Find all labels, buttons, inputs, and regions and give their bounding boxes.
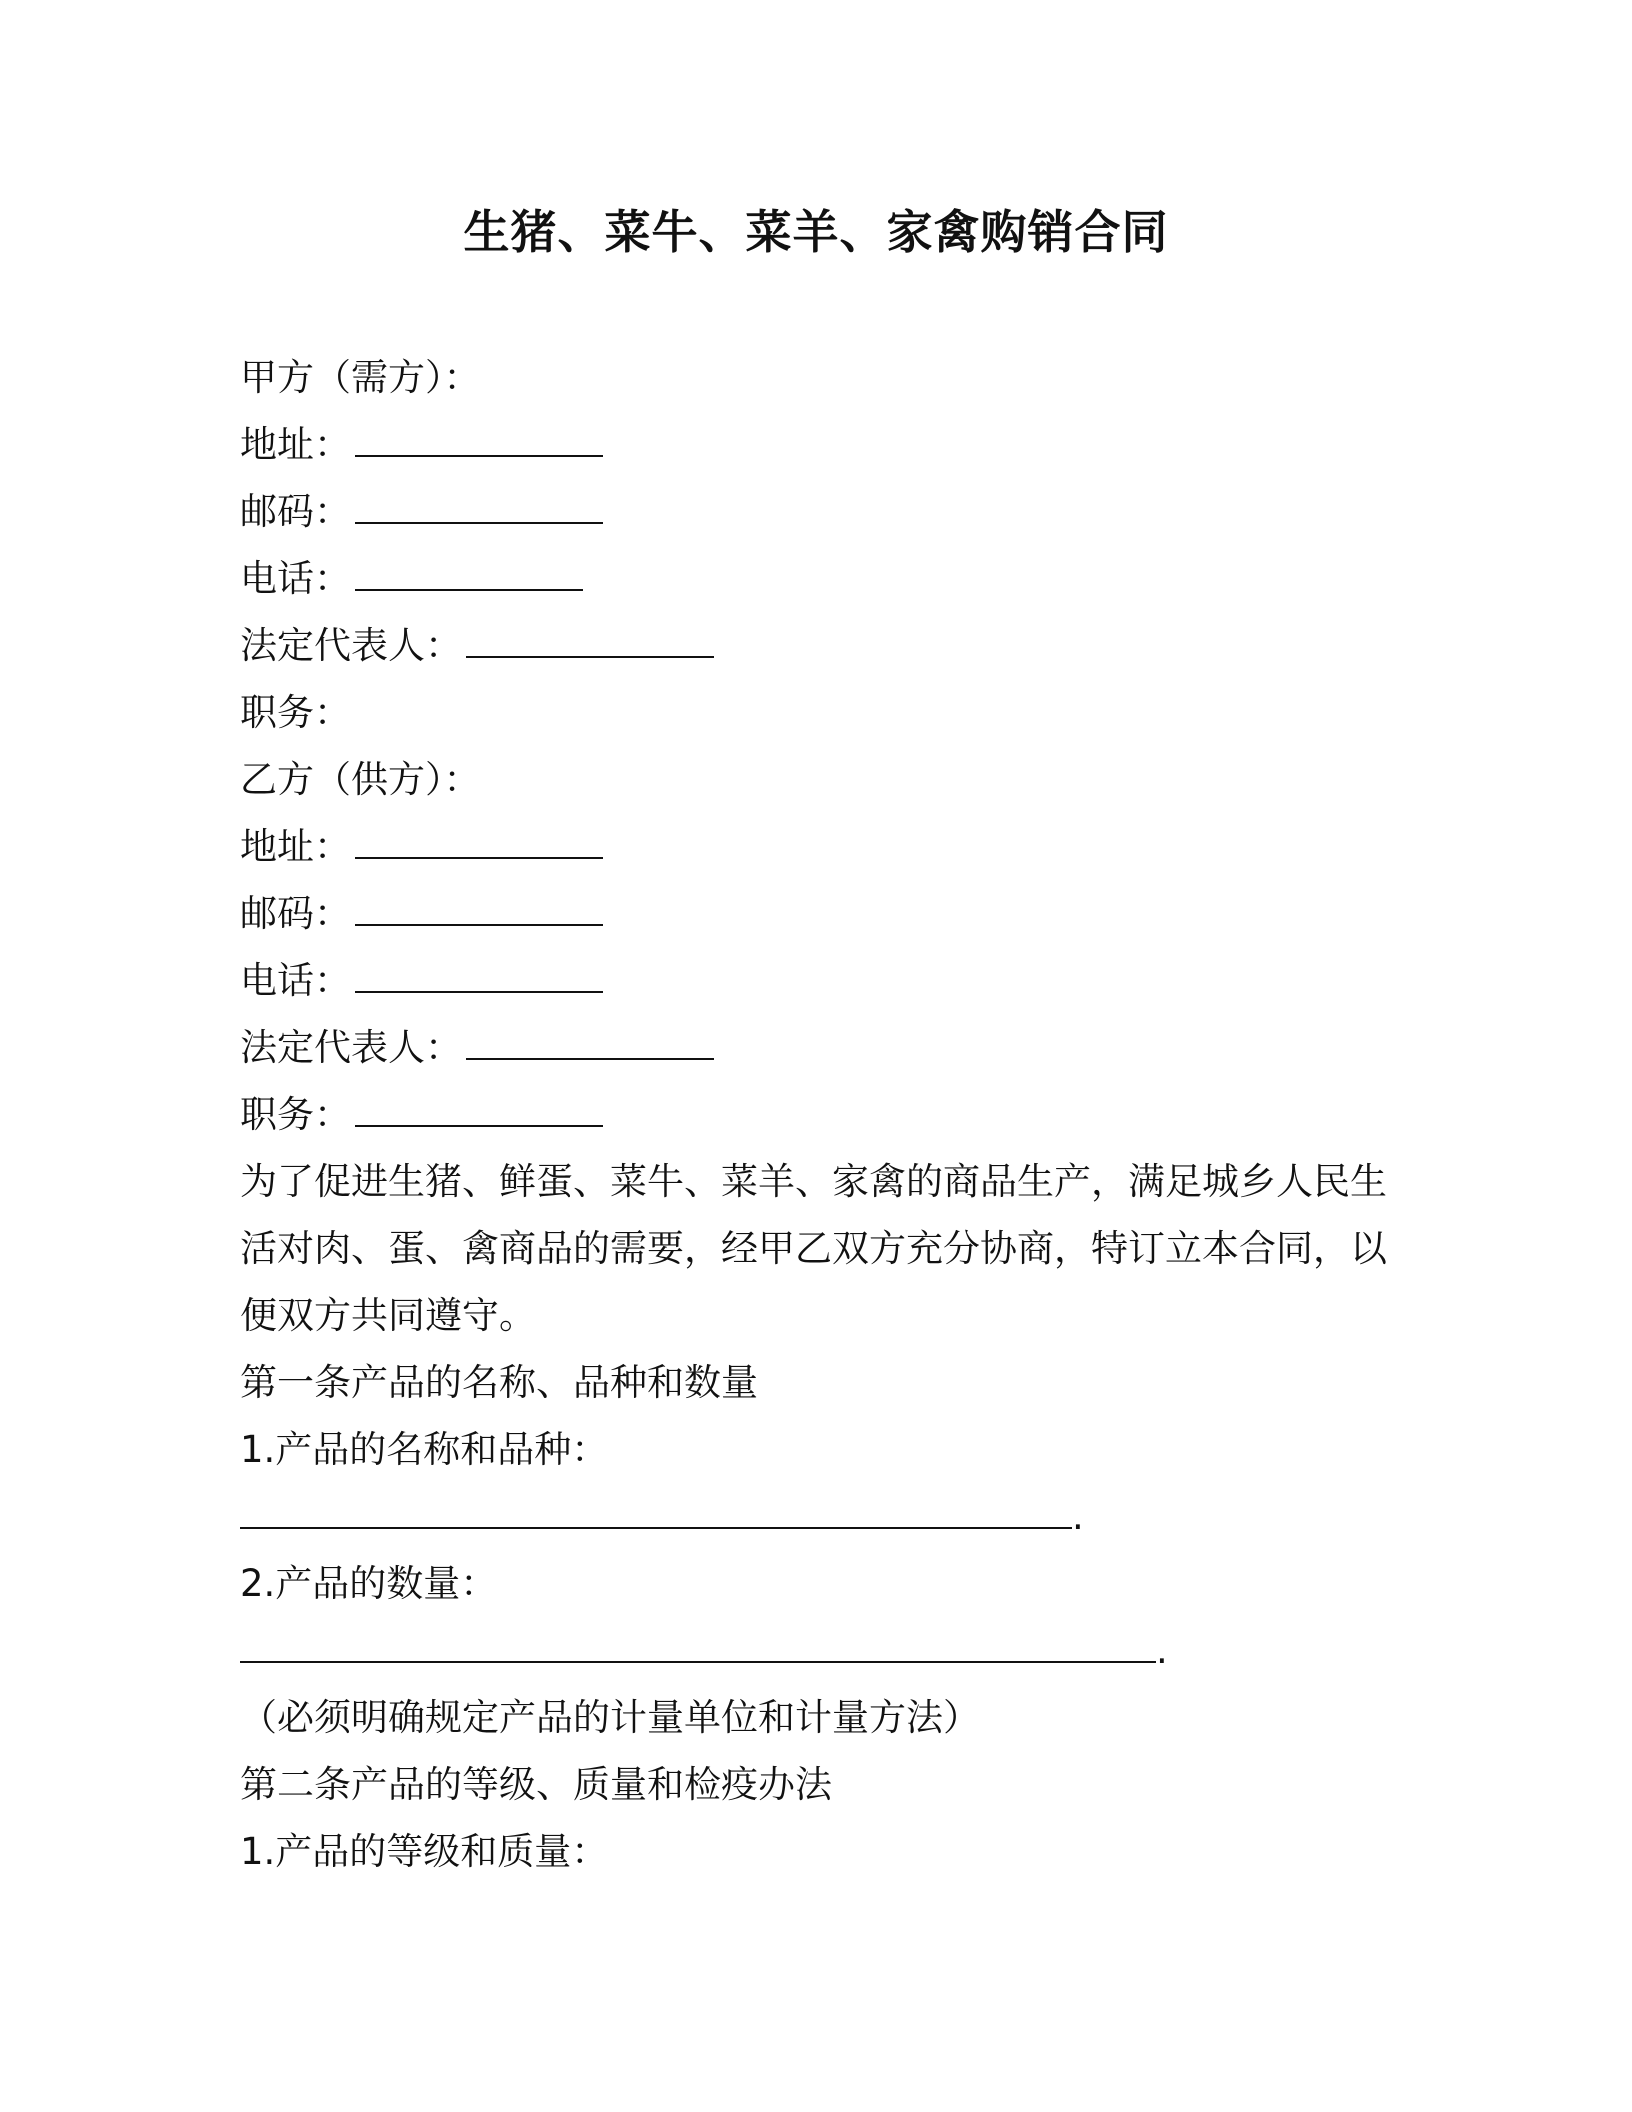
party-b-legal-rep-row xyxy=(240,1014,1400,1081)
party-b-address-field[interactable] xyxy=(355,829,603,859)
party-b-legal-rep-field[interactable] xyxy=(466,1030,714,1060)
article-2-heading: 第二条产品的等级、质量和检疫办法 xyxy=(240,1763,832,1806)
party-a-phone-row xyxy=(240,545,1400,612)
party-b-zip-row xyxy=(240,880,1400,947)
article-2-item-1: 1.产品的等级和质量： xyxy=(240,1830,609,1873)
party-a-address-label: 地址： xyxy=(240,423,351,466)
product-quantity-field[interactable] xyxy=(240,1633,1156,1663)
party-b-zip-label: 邮码： xyxy=(240,892,351,935)
party-a-legal-rep-field[interactable] xyxy=(466,628,714,658)
article-1-heading: 第一条产品的名称、品种和数量 xyxy=(240,1361,758,1404)
contract-title: 生猪、菜牛、菜羊、家禽购销合同 xyxy=(463,205,1169,259)
party-b-position-label: 职务： xyxy=(240,1093,351,1136)
article-1-item-1: 1.产品的名称和品种： xyxy=(240,1428,609,1471)
party-a-address-row xyxy=(240,411,1400,478)
party-a-zip-row xyxy=(240,478,1400,545)
product-name-end-mark: . xyxy=(1072,1495,1084,1538)
article-1-item-1-blank-row xyxy=(240,1483,1400,1550)
party-b-address-label: 地址： xyxy=(240,825,351,868)
party-b-phone-field[interactable] xyxy=(355,963,603,993)
party-a-legal-rep-row xyxy=(240,612,1400,679)
contract-body xyxy=(240,344,1400,1885)
party-b-position-row xyxy=(240,1081,1400,1148)
preamble-paragraph: 为了促进生猪、鲜蛋、菜牛、菜羊、家禽的商品生产，满足城乡人民生活对肉、蛋、禽商品的需要，经甲乙双方充分协商，特订立本合同，以便双方共同遵守。 xyxy=(240,1160,1387,1337)
party-a-legal-rep-label: 法定代表人： xyxy=(240,624,462,667)
party-a-phone-label: 电话： xyxy=(240,557,351,600)
party-a-position-label: 职务： xyxy=(240,691,351,734)
party-a-zip-label: 邮码： xyxy=(240,490,351,533)
party-a-position-row xyxy=(240,679,1400,746)
party-b-phone-row xyxy=(240,947,1400,1014)
party-a-heading: 甲方（需方）： xyxy=(240,356,481,399)
product-name-field[interactable] xyxy=(240,1499,1072,1529)
article-1-item-2: 2.产品的数量： xyxy=(240,1562,498,1605)
article-1-note: （必须明确规定产品的计量单位和计量方法） xyxy=(240,1696,980,1739)
party-b-legal-rep-label: 法定代表人： xyxy=(240,1026,462,1069)
party-b-zip-field[interactable] xyxy=(355,896,603,926)
party-a-zip-field[interactable] xyxy=(355,494,603,524)
party-b-position-field[interactable] xyxy=(355,1097,603,1127)
party-b-phone-label: 电话： xyxy=(240,959,351,1002)
party-b-heading: 乙方（供方）： xyxy=(240,758,481,801)
party-a-address-field[interactable] xyxy=(355,427,603,457)
product-quantity-end-mark: . xyxy=(1156,1629,1168,1672)
article-1-item-2-blank-row xyxy=(240,1617,1400,1684)
party-a-phone-field[interactable] xyxy=(355,561,583,591)
party-b-address-row xyxy=(240,813,1400,880)
